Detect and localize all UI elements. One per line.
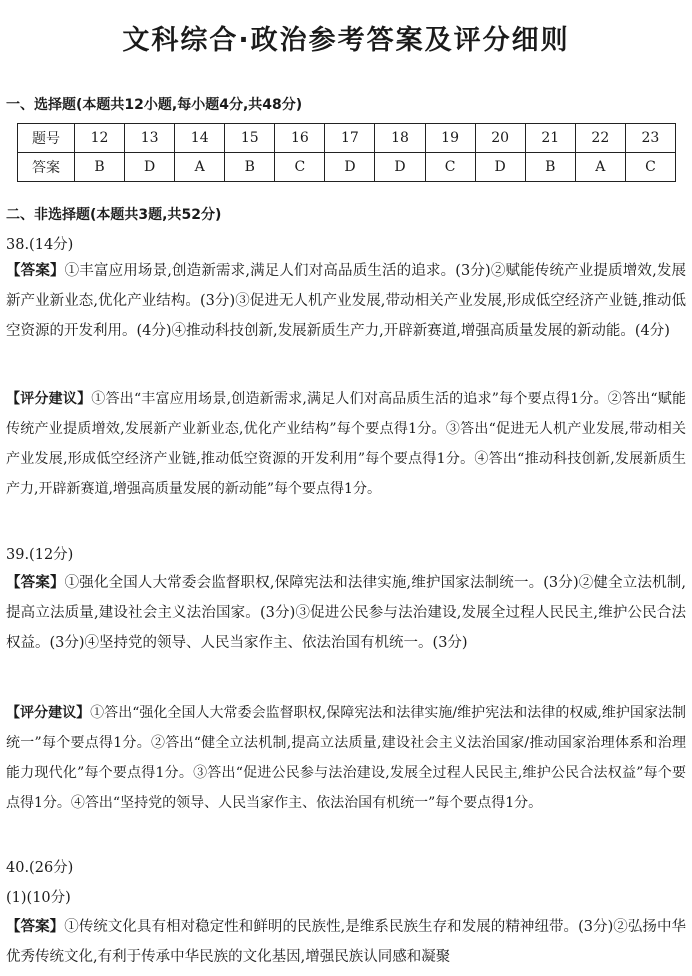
- question-number: 15: [225, 124, 275, 153]
- section-2-heading: 二、非选择题(本题共3题,共52分): [6, 207, 222, 223]
- question-number: 12: [75, 124, 125, 153]
- row-label-answer: 答案: [18, 153, 75, 182]
- scoring-label: 【评分建议】: [6, 391, 92, 407]
- question-number: 20: [475, 124, 525, 153]
- q40-answer-text: ①传统文化具有相对稳定性和鲜明的民族性,是维系民族生存和发展的精神纽带。(3分)②弘扬中华优秀传统文化,有利于传承中华民族的文化基因,增强民族认同感和凝聚: [6, 919, 686, 965]
- answer-cell: C: [275, 153, 325, 182]
- question-number: 19: [425, 124, 475, 153]
- q38-number: 38.(14分): [6, 237, 74, 253]
- answer-cell: D: [375, 153, 425, 182]
- page-title: 文科综合·政治参考答案及评分细则: [122, 25, 570, 56]
- q38-scoring: [6, 384, 686, 504]
- section-1-heading: 一、选择题(本题共12小题,每小题4分,共48分): [6, 97, 303, 113]
- question-number: 22: [575, 124, 625, 153]
- q40-answer: [6, 912, 686, 972]
- q40-number: 40.(26分): [6, 860, 74, 876]
- q39-answer-text: ①强化全国人大常委会监督职权,保障宪法和法律实施,维护国家法制统一。(3分)②健全立法机制,提高立法质量,建设社会主义法治国家。(3分)③促进公民参与法治建设,发展全过程人民民主,维护公民合法权益。(3分)④坚持党的领导、人民当家作主、依法治国有机统一。(3分): [6, 575, 686, 651]
- q39-scoring: [6, 698, 686, 818]
- scoring-label: 【评分建议】: [6, 705, 91, 721]
- answer-table: [17, 123, 676, 182]
- answer-cell: A: [575, 153, 625, 182]
- answer-row: [18, 153, 676, 182]
- q40-subquestion-1: (1)(10分): [6, 890, 71, 906]
- answer-cell: C: [625, 153, 675, 182]
- q38-scoring-text: ①答出“丰富应用场景,创造新需求,满足人们对高品质生活的追求”每个要点得1分。②答出“赋能传统产业提质增效,发展新产业新业态,优化产业结构”每个要点得1分。③答出“促进无人机产业发展,带动相关产业发展,形成低空经济产业链,推动低空资源的开发利用”每个要点得1分。④答出“推动科技创新,发展新质生产力,开辟新赛道,增强高质量发展的新动能”每个要点得1分。: [6, 391, 687, 497]
- answer-cell: B: [525, 153, 575, 182]
- answer-label: 【答案】: [6, 918, 65, 935]
- q39-scoring-text: ①答出“强化全国人大常委会监督职权,保障宪法和法律实施/维护宪法和法律的权威,维护国家法制统一”每个要点得1分。②答出“健全立法机制,提高立法质量,建设社会主义法治国家/推动国家治理体系和治理能力现代化”每个要点得1分。③答出“促进公民参与法治建设,发展全过程人民民主,维护公民合法权益”每个要点得1分。④答出“坚持党的领导、人民当家作主、依法治国有机统一”每个要点得1分。: [6, 705, 687, 811]
- q39-number: 39.(12分): [6, 547, 74, 563]
- answer-label: 【答案】: [6, 262, 65, 279]
- question-number: 14: [175, 124, 225, 153]
- q38-answer: [6, 256, 686, 346]
- answer-cell: A: [175, 153, 225, 182]
- answer-cell: D: [325, 153, 375, 182]
- question-number: 13: [125, 124, 175, 153]
- answer-cell: C: [425, 153, 475, 182]
- question-number: 18: [375, 124, 425, 153]
- answer-cell: D: [475, 153, 525, 182]
- question-number: 23: [625, 124, 675, 153]
- question-number-row: [18, 124, 676, 153]
- q39-answer: [6, 568, 686, 658]
- row-label-number: 题号: [18, 124, 75, 153]
- answer-cell: B: [75, 153, 125, 182]
- question-number: 17: [325, 124, 375, 153]
- answer-cell: B: [225, 153, 275, 182]
- q38-answer-text: ①丰富应用场景,创造新需求,满足人们对高品质生活的追求。(3分)②赋能传统产业提质增效,发展新产业新业态,优化产业结构。(3分)③促进无人机产业发展,带动相关产业发展,形成低空经济产业链,推动低空资源的开发利用。(4分)④推动科技创新,发展新质生产力,开辟新赛道,增强高质量发展的新动能。(4分): [6, 263, 686, 339]
- answer-cell: D: [125, 153, 175, 182]
- question-number: 16: [275, 124, 325, 153]
- question-number: 21: [525, 124, 575, 153]
- answer-label: 【答案】: [6, 574, 65, 591]
